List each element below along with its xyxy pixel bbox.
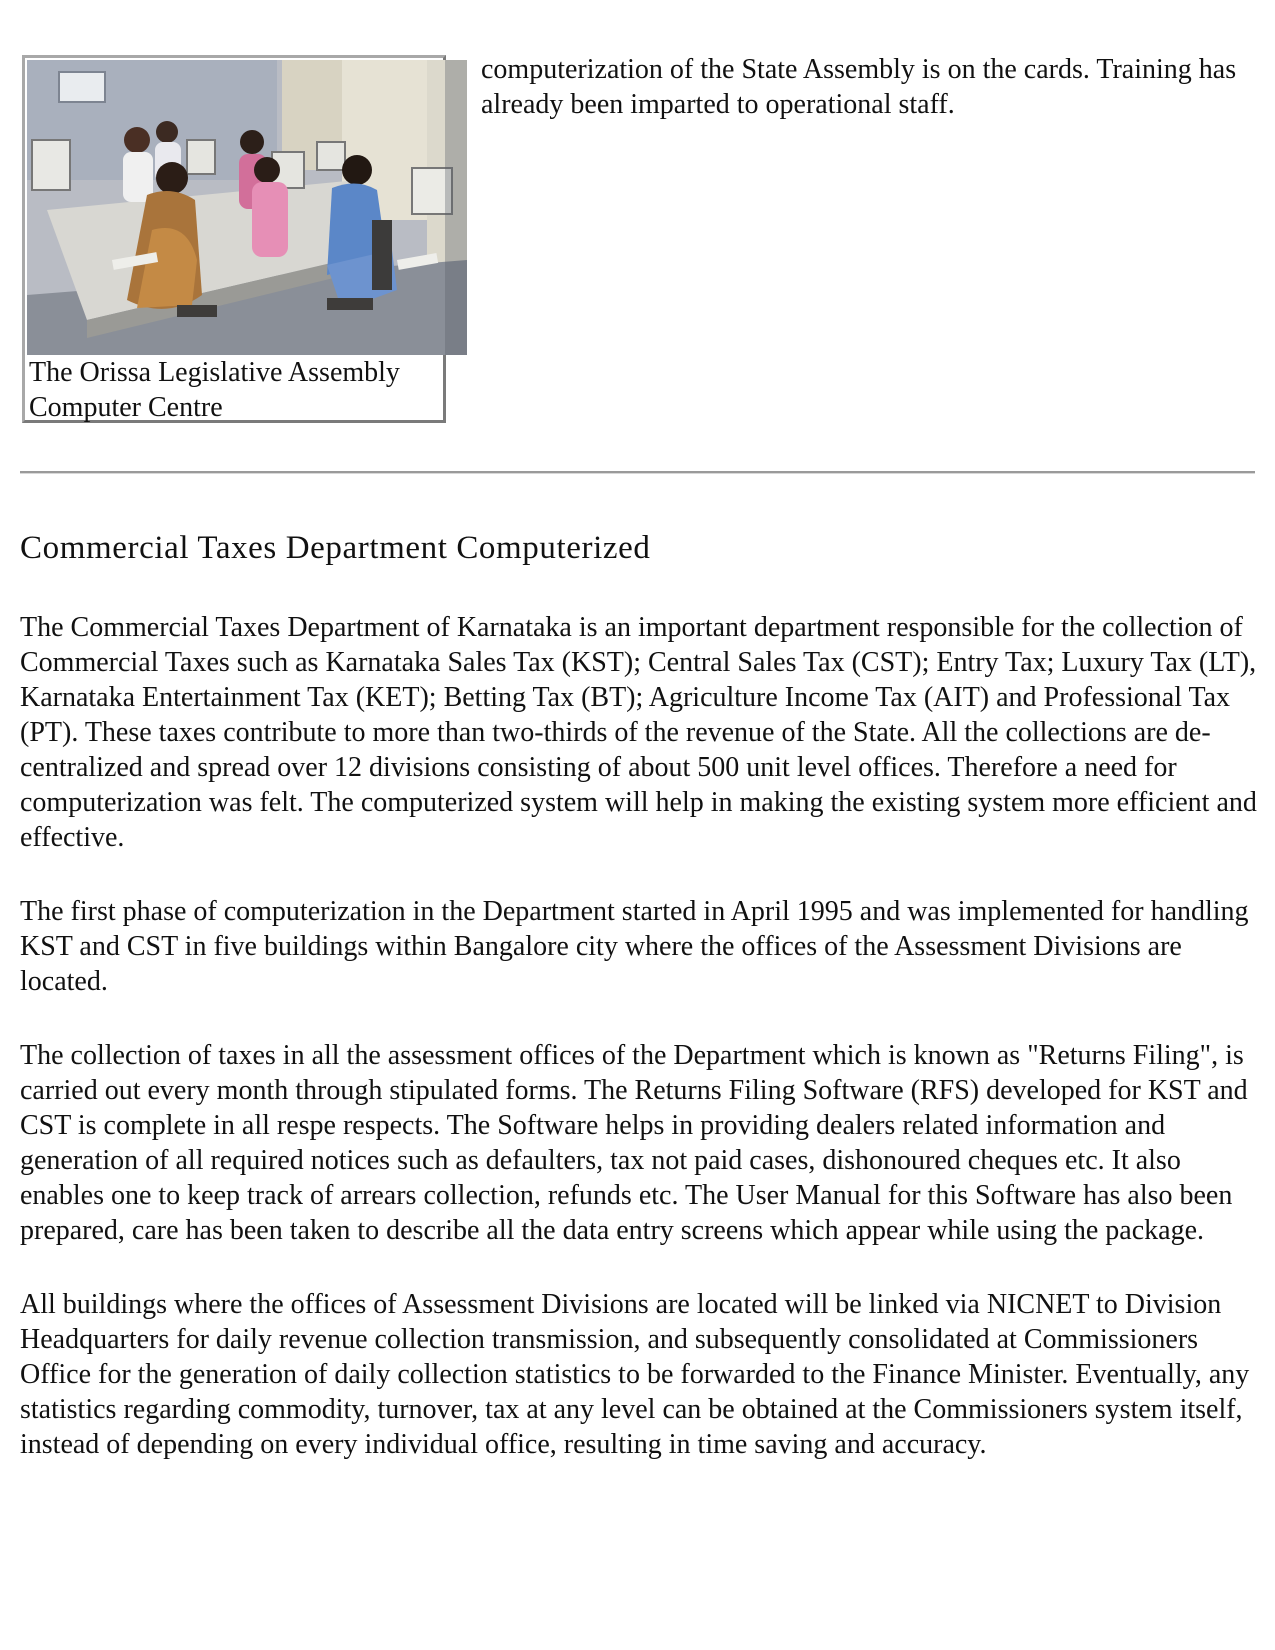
figure-box xyxy=(22,55,446,423)
caption-line-1: The Orissa Legislative Assembly xyxy=(29,357,400,388)
figure-caption xyxy=(29,355,449,425)
paragraph: All buildings where the offices of Assessment Divisions are located will be linked via NICNET to Division Headquarters for daily revenue collection transmission, and subsequently consolidated at Commissioners Office for the generation of daily collection statistics to be forwarded to the Finance Minister. Eventually, any statistics regarding commodity, turnover, tax at any level can be obtained at the Commissioners system itself, instead of depending on every individual office, resulting in time saving and accuracy. xyxy=(20,1289,1250,1460)
horizontal-divider xyxy=(20,471,1255,474)
section-body xyxy=(20,610,1258,1501)
section-heading: Commercial Taxes Department Computerized xyxy=(20,530,651,566)
paragraph: The first phase of computerization in the Department started in April 1995 and was implemented for handling KST and CST in five buildings within Bangalore city where the offices of the Assessment Divisions are located. xyxy=(20,896,1249,997)
paragraph: The Commercial Taxes Department of Karnataka is an important department responsible for the collection of Commercial Taxes such as Karnataka Sales Tax (KST); Central Sales Tax (CST); Entry Tax; Luxury Tax (LT), Karnataka Entertainment Tax (KET); Betting Tax (BT); Agriculture Income Tax (AIT) and Professional Tax (PT). These taxes contribute to more than two-thirds of the revenue of the State. All the collections are de-centralized and spread over 12 divisions consisting of about 500 unit level offices. Therefore a need for computerization was felt. The computerized system will help in making the existing system more efficient and effective. xyxy=(20,612,1257,853)
caption-line-2: Computer Centre xyxy=(29,392,223,423)
paragraph: The collection of taxes in all the assessment offices of the Department which is known as "Returns Filing", is carried out every month through stipulated forms. The Returns Filing Software (RFS) developed for KST and CST is complete in all respe respects. The Software helps in providing dealers related information and generation of all required notices such as defaulters, tax not paid cases, dishonoured cheques etc. It also enables one to keep track of arrears collection, refunds etc. The User Manual for this Software has also been prepared, care has been taken to describe all the data entry screens which appear while using the package. xyxy=(20,1040,1248,1246)
computer-centre-photo xyxy=(27,60,467,355)
intro-paragraph: computerization of the State Assembly is on the cards. Training has already been imparted to operational staff. xyxy=(481,54,1237,120)
